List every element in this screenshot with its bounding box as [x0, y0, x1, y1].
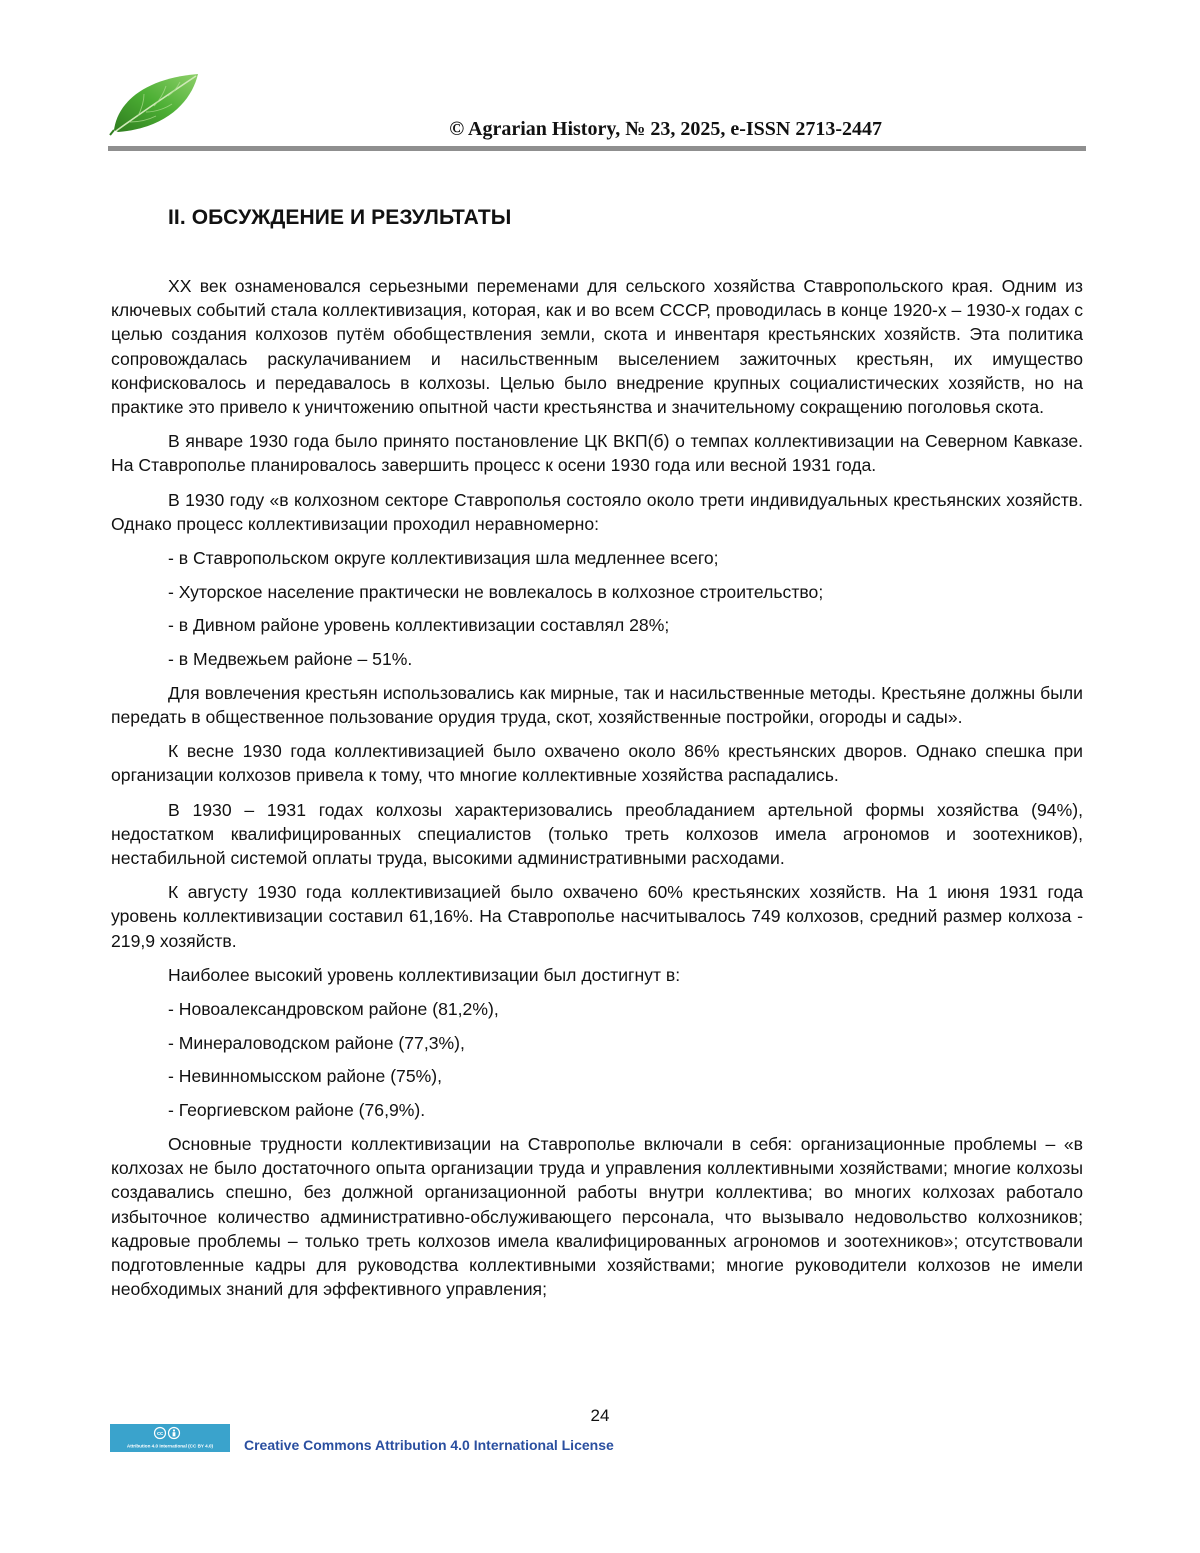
paragraph: К августу 1930 года коллективизацией было охвачено 60% крестьянских хозяйств. На 1 июня 1931 года уровень коллективизации составил 61,16%. На Ставрополье насчитывалось 749 колхозов, средний размер колхоза - 219,9 хозяйств. — [111, 882, 1083, 951]
page-number: 24 — [590, 1406, 610, 1425]
paragraph: Наиболее высокий уровень коллективизации был достигнут в: — [168, 964, 681, 985]
list-item: - в Ставропольском округе коллективизация шла медленнее всего; — [168, 548, 719, 569]
paragraph: XX век ознаменовался серьезными переменами для сельского хозяйства Ставропольского края. Одним из ключевых событий стала коллективизация, которая, как и во всем СССР, проводилась в конце 1920-х – 1930-х годах с целью создания колхозов путём обобществления земли, скота и инвентаря крестьянских хозяйств. Эта политика сопровождалась раскулачиванием и насильственным выселением зажиточных крестьян, их имущество конфисковалось и передавалось в колхозы. Целью было внедрение крупных социалистических хозяйств, но на практике это привело к уничтожению опытной части крестьянства и значительному сокращению поголовья скота. — [111, 276, 1083, 418]
paragraph: Основные трудности коллективизации на Ставрополье включали в себя: организационные проблемы – «в колхозах не было достаточного опыта организации труда и управления коллективными хозяйствами; многие колхозы создавались спешно, без должной организационной работы внутри коллектива; во многих колхозах работало избыточное количество административно-обслуживающего персонала, что вызывало недовольство колхозников; кадровые проблемы – только треть колхозов имела квалифицированных агрономов и зоотехников»; отсутствовали подготовленные кадры для руководства коллективными хозяйствами; многие руководители колхозов не имели необходимых знаний для эффективного управления; — [111, 1133, 1083, 1300]
list-item: - в Медвежьем районе – 51%. — [168, 649, 413, 670]
section-title: II. ОБСУЖДЕНИЕ И РЕЗУЛЬТАТЫ — [168, 206, 512, 229]
paragraph: К весне 1930 года коллективизацией было охвачено около 86% крестьянских дворов. Однако спешка при организации колхозов привела к тому, что многие коллективные хозяйства распадались. — [111, 741, 1083, 786]
paragraph: В январе 1930 года было принято постановление ЦК ВКП(б) о темпах коллективизации на Северном Кавказе. На Ставрополье планировалось завершить процесс к осени 1930 года или весной 1931 года. — [111, 431, 1083, 476]
green-leaf-icon — [108, 70, 204, 136]
paragraph: Для вовлечения крестьян использовались как мирные, так и насильственные методы. Крестьяне должны были передать в общественное пользование орудия труда, скот, хозяйственные постройки, огороды и сады». — [111, 682, 1083, 728]
header-divider — [108, 146, 1086, 151]
paragraph: В 1930 – 1931 годах колхозы характеризовались преобладанием артельной формы хозяйства (94%), недостатком квалифицированных специалистов (только треть колхозов имела агрономов и зоотехников), нестабильной системой оплаты труда, высокими административными расходами. — [111, 799, 1083, 869]
list-item: - Хуторское население практически не вовлекалось в колхозное строительство; — [168, 581, 824, 602]
page-header — [108, 70, 1086, 154]
list-item: - Минераловодском районе (77,3%), — [168, 1032, 465, 1053]
paragraph: В 1930 году «в колхозном секторе Ставрополья состояло около трети индивидуальных крестьянских хозяйств. Однако процесс коллективизации проходил неравномерно: — [111, 489, 1083, 534]
list-item: - Георгиевском районе (76,9%). — [168, 1100, 426, 1121]
list-item: - Невинномысском районе (75%), — [168, 1066, 443, 1087]
svg-text:cc: cc — [156, 1431, 164, 1438]
article-body — [111, 274, 1083, 1311]
journal-title: © Agrarian History, № 23, 2025, e-ISSN 2713-2447 — [449, 118, 882, 140]
license-link[interactable]: Creative Commons Attribution 4.0 International License — [244, 1437, 614, 1453]
cc-by-license-icon[interactable] — [110, 1424, 230, 1452]
list-item: - Новоалександровском районе (81,2%), — [168, 999, 499, 1020]
list-item: - в Дивном районе уровень коллективизации составлял 28%; — [168, 615, 670, 636]
badge-label: Attribution 4.0 International (CC BY 4.0) — [126, 1443, 214, 1449]
